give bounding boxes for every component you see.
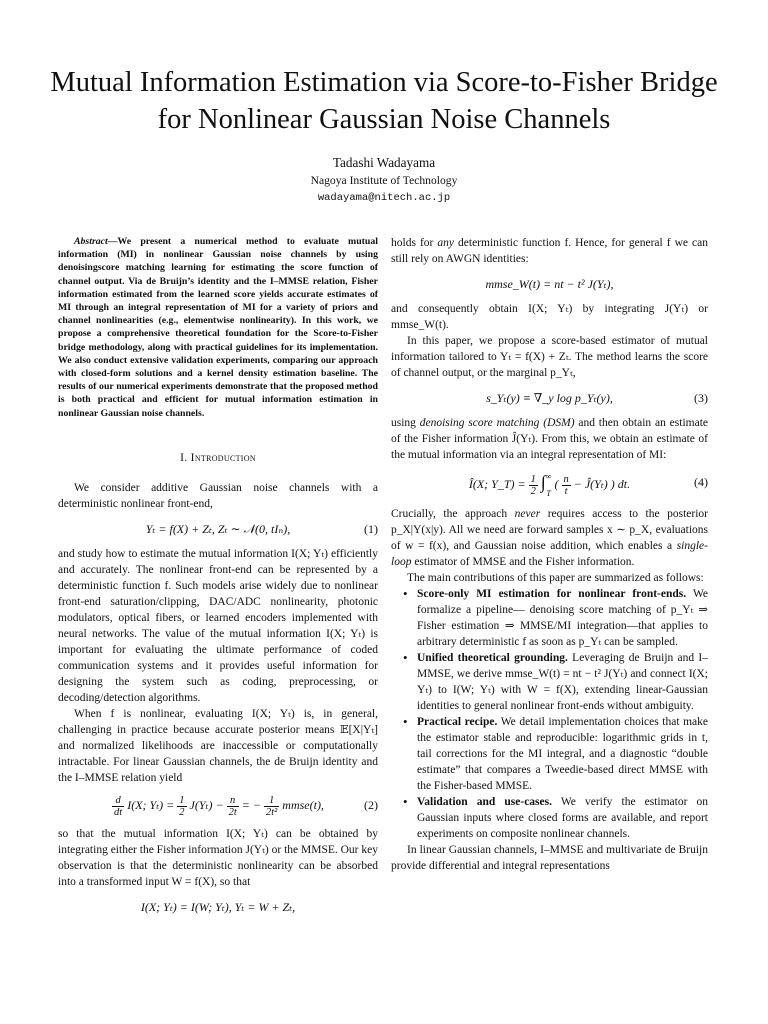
abstract-text: —We present a numerical method to evaluate mutual information (MI) in nonlinear Gaussian noise channels by using denoisingscore matching learning for estimating the score function of channel output. Via de Bruijn’s identity and the I–MMSE relation, Fisher information estimated from the learned score yields accurate estimates of MI through an integral representation of MI for a variety of priors and channel nonlinearities (e.g., elementwise nonlinearity). In this work, we propose a comprehensive theoretical foundation for the Score-to-Fisher bridge methodology, along with practical guidelines for its implementation. We also conduct extensive validation experiments, comparing our approach with closed-form solutions and a kernel density estimation baseline. The results of our numerical experiments demonstrate that the proposed method is both practical and efficient for mutual information estimation in nonlinear Gaussian noise channels. xyxy=(58,236,378,419)
author-name: Tadashi Wadayama xyxy=(332,155,436,170)
author-email: wadayama@nitech.ac.jp xyxy=(317,192,451,204)
intro-paragraph-3: When f is nonlinear, evaluating I(X; Yₜ) is, in general, challenging in practice because accurate posterior means 𝔼[X|Yₜ] and normalized likelihoods are inaccessible or computationally intractable. For linear Gaussian channels, the de Bruijn identity and the I–MMSE relation yield xyxy=(58,707,378,784)
equation-2: $\frac{d}{dt}$ I(X; Yₜ) = $\frac{1}{2}$ J(Yₜ) − $\frac{n}{2t}$ = − $\frac{1}{\text{2t²}}$ mmse(t), (2) xyxy=(114,794,378,818)
fraction-n-t: $\frac{n}{t}$ xyxy=(563,473,569,497)
equation-2-number: (2) xyxy=(364,797,378,812)
list-item: • Unified theoretical grounding. Leveraging de Bruijn and I–MMSE, we derive mmse_W(t) = nt − t² J(Yₜ) and connect I(X; Yₜ) to I(W; Yₜ) with W = f(X), extending linear-Gaussian identities to general nonlinear front-ends without ambiguity. xyxy=(403,650,708,714)
equation-4-number: (4) xyxy=(694,475,708,489)
right-paragraph-1: holds for any deterministic function f. Hence, for general f we can still rely on AWGN identities: xyxy=(391,237,708,265)
equation-3: s_Yₜ(y) ≡ ∇_y log p_Yₜ(y), (3) xyxy=(486,391,708,405)
fraction-d-dt: $\frac{d}{dt}$ xyxy=(114,794,123,818)
fraction-1-2t2: $\frac{1}{\text{2t²}}$ xyxy=(265,794,278,818)
list-item: • Score-only MI estimation for nonlinear front-ends. We formalize a pipeline— denoising score matching of p_Yₜ ⇒ Fisher estimation ⇒ MMSE/MI integration—that applies to arbitrary deterministic f as soon as p_Yₜ can be sampled. xyxy=(403,586,708,650)
right-paragraph-3: In this paper, we propose a score-based estimator of mutual information tailored to Yₜ = f(X) + Zₜ. The method learns the score of channel output, or the marginal p_Yₜ, xyxy=(391,335,708,379)
section-number: I. xyxy=(180,450,188,464)
intro-paragraph-1: We consider additive Gaussian noise channels with a deterministic nonlinear front-end, xyxy=(58,481,378,510)
equation-1-body: Yₜ = f(X) + Zₜ, Zₜ ∼ 𝒩(0, tIₙ), xyxy=(145,521,291,536)
fraction-n-2t: $\frac{n}{2t}$ xyxy=(228,794,237,818)
abstract xyxy=(58,235,378,420)
right-paragraph-2: and consequently obtain I(X; Yₜ) by integrating J(Yₜ) or mmse_W(t). xyxy=(391,303,708,331)
right-paragraph-4: using denoising score matching (DSM) and then obtain an estimate of the Fisher information Ĵ(Yₜ). From this, we obtain an estimate of the mutual information via an integral representation of MI: xyxy=(391,417,708,461)
contributions-list xyxy=(403,586,708,842)
intro-paragraph-4: so that the mutual information I(X; Yₜ) can be obtained by integrating either the Fisher information J(Yₜ) or the MMSE. Our key observation is that the deterministic nonlinearity can be absorbed into a transformed input W = f(X), so that xyxy=(58,827,378,888)
equation-1-number: (1) xyxy=(364,521,378,536)
right-paragraph-7: In linear Gaussian channels, I–MMSE and multivariate de Bruijn provide differential and integral representations xyxy=(391,844,708,873)
right-paragraph-6: The main contributions of this paper are summarized as follows: xyxy=(407,572,704,585)
equation-unnumbered-left: I(X; Yₜ) = I(W; Yₜ), Yₜ = W + Zₜ, xyxy=(140,899,296,914)
abstract-label: Abstract xyxy=(74,236,108,247)
section-title: Introduction xyxy=(190,450,256,464)
equation-3-number: (3) xyxy=(694,391,708,405)
integral-limits: ∞ T xyxy=(545,472,552,499)
paper-title: Mutual Information Estimation via Score-to-Fisher Bridge for Nonlinear Gaussian Noise Channels xyxy=(50,67,718,135)
affiliation: Nagoya Institute of Technology xyxy=(310,174,458,187)
equation-mmse: mmse_W(t) = nt − t² J(Yₜ), xyxy=(485,277,614,291)
equation-1 xyxy=(58,520,378,538)
section-heading xyxy=(58,450,378,466)
intro-paragraph-2: and study how to estimate the mutual information I(X; Yₜ) efficiently and accurately. The nonlinear front-end can be represented by a deterministic function f. Such models arise widely due to nonlinear front-end saturation/clipping, DAC/ADC nonlinearity, photonic modulators, optical fibers, or learned encoders implemented with neural networks. The value of the mutual information I(X; Yₜ) is important for evaluating the ultimate performance of coded communication systems and it provides useful information for designing the system such as coding, preprocessing, or decoding/detection algorithms. xyxy=(58,547,378,704)
list-item: • Practical recipe. We detail implementation choices that make the estimator stable and reproducible: logarithmic grids in t, tail corrections for the MI integral, and a diagnostic “double estimate” that compares a Tweedie-based direct MMSE with the Fisher-based MMSE. xyxy=(403,714,708,794)
left-column xyxy=(58,235,378,924)
equation-4: Î(X; Y_T) = $\frac{1}{2}$ ∫ ∞ T ( $\frac{n}{t}$ − Ĵ(Yₜ) ) dt. (4) xyxy=(468,472,708,499)
right-paragraph-5: Crucially, the approach never requires access to the posterior p_X|Y(x|y). All we need are forward samples x ∼ p_X, evaluations of w = f(x), and Gaussian noise addition, which enables a single-loop estimator of MMSE and the Fisher information. xyxy=(391,508,708,569)
list-item: • Validation and use-cases. We verify the estimator on Gaussian inputs where closed forms are available, and report experiments on composite nonlinear channels. xyxy=(403,794,708,842)
right-column xyxy=(391,235,708,874)
integral-sign: ∫ xyxy=(540,472,546,492)
fraction-one-half-b: $\frac{1}{2}$ xyxy=(530,473,536,497)
fraction-one-half: $\frac{1}{2}$ xyxy=(179,794,185,818)
